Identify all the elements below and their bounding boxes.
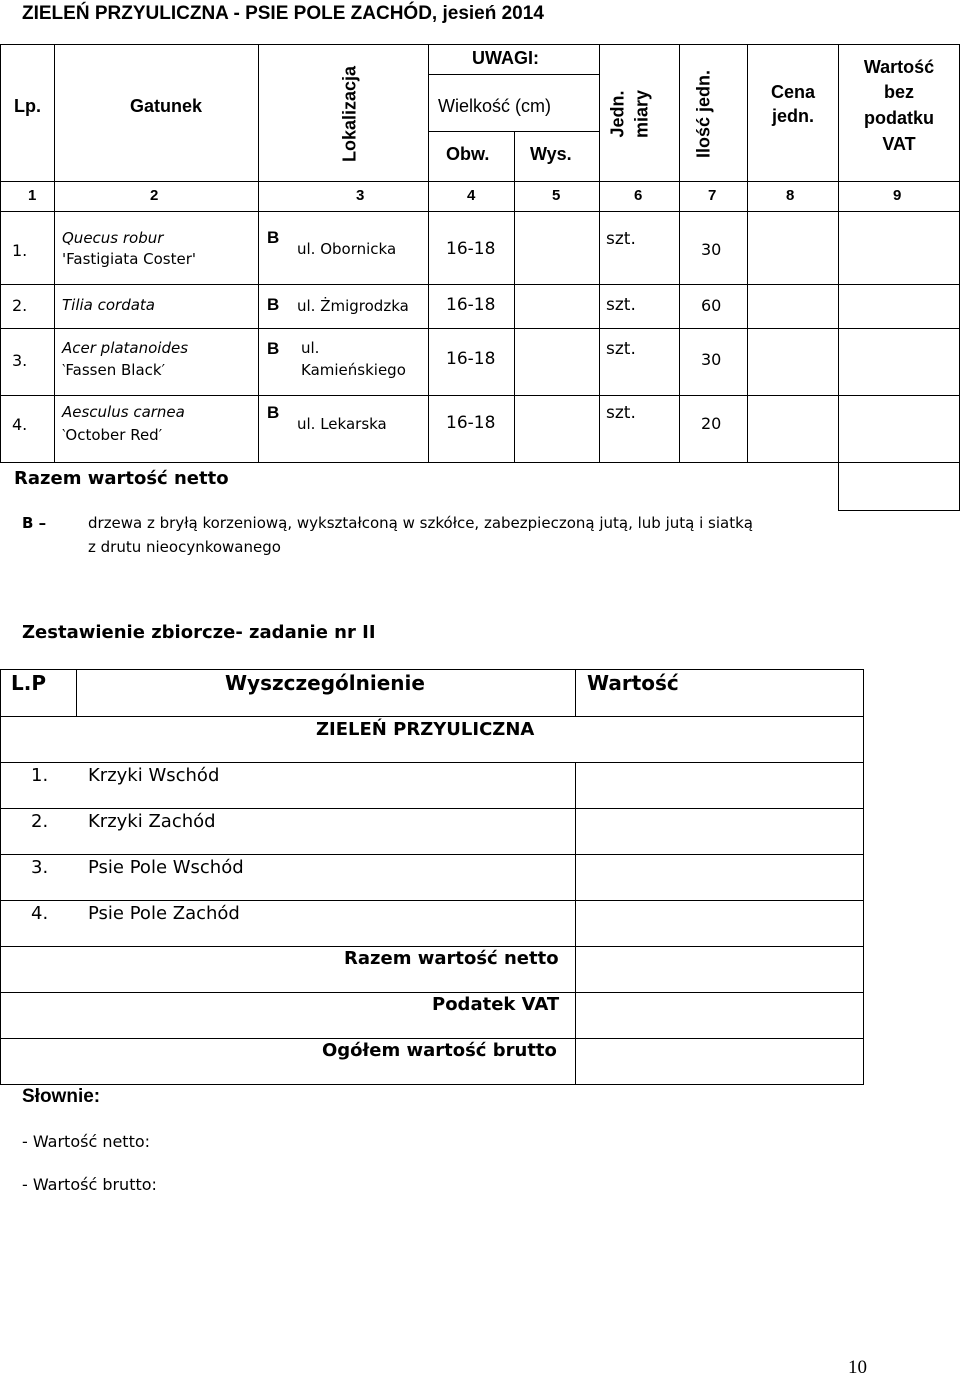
col-number: 3	[356, 187, 365, 204]
row-circumference: 16-18	[446, 239, 496, 259]
row-location: ul. Lekarska	[297, 415, 387, 433]
header-wartosc-4: VAT	[882, 134, 916, 154]
summary-title: Zestawienie zbiorcze- zadanie nr II	[22, 622, 376, 643]
note-line-2: z drutu nieocynkowanego	[88, 538, 281, 556]
row-location: ul.	[301, 339, 320, 357]
summary-header-lp: L.P	[11, 671, 46, 695]
row-type: B	[267, 339, 280, 358]
document-title: ZIELEŃ PRZYULICZNA - PSIE POLE ZACHÓD, jesień 2014	[22, 3, 544, 24]
row-location: ul. Żmigrodzka	[297, 297, 409, 315]
header-wartosc-2: bez	[883, 82, 914, 102]
row-type: B	[267, 228, 280, 247]
header-gatunek: Gatunek	[130, 96, 203, 116]
header-cena-2: jedn.	[771, 106, 814, 126]
header-wys: Wys.	[530, 144, 572, 164]
row-cultivar: ‵Fassen Black′	[62, 361, 165, 379]
summary-row-lp: 2.	[31, 811, 49, 832]
note-marker: B –	[22, 514, 47, 532]
header-lokalizacja: Lokalizacja	[339, 65, 360, 163]
row-type: B	[267, 295, 280, 314]
header-ilosc: Ilość jedn.	[693, 69, 714, 159]
col-number: 9	[893, 187, 902, 204]
words-netto: - Wartość netto:	[22, 1132, 151, 1151]
row-quantity: 30	[701, 350, 722, 369]
row-species: Acer platanoides	[62, 339, 189, 357]
row-cultivar: 'Fastigiata Coster'	[62, 250, 197, 268]
summary-row-name: Psie Pole Zachód	[88, 903, 240, 924]
row-circumference: 16-18	[446, 295, 496, 315]
row-species: Tilia cordata	[62, 296, 156, 314]
summary-row-lp: 1.	[31, 765, 49, 786]
row-circumference: 16-18	[446, 349, 496, 369]
col-number: 7	[708, 187, 717, 204]
header-cena-1: Cena	[770, 82, 815, 102]
row-quantity: 20	[701, 414, 722, 433]
words-title: Słownie:	[22, 1086, 101, 1107]
header-lp: Lp.	[14, 96, 41, 116]
row-unit: szt.	[606, 403, 636, 423]
row-type: B	[267, 403, 280, 422]
col-number: 4	[467, 187, 476, 204]
page-number: 10	[848, 1357, 867, 1378]
row-species: Quecus robur	[62, 229, 164, 247]
col-number: 6	[634, 187, 643, 204]
summary-total-netto: Razem wartość netto	[344, 948, 559, 969]
row-location-2: Kamieńskiego	[301, 361, 406, 379]
row-lp: 3.	[12, 351, 28, 370]
words-brutto: - Wartość brutto:	[22, 1175, 157, 1194]
summary-row-name: Krzyki Zachód	[88, 811, 216, 832]
row-quantity: 60	[701, 296, 722, 315]
summary-row-lp: 4.	[31, 903, 49, 924]
row-lp: 1.	[12, 241, 28, 260]
row-location: ul. Obornicka	[297, 240, 397, 258]
row-cultivar: ‵October Red′	[62, 426, 163, 444]
col-number: 8	[786, 187, 795, 204]
header-wielkosc: Wielkość (cm)	[438, 96, 551, 116]
header-jedn-1: Jedn.	[607, 90, 628, 138]
row-unit: szt.	[606, 339, 636, 359]
summary-row-name: Krzyki Wschód	[88, 765, 220, 786]
header-jedn-2: miary	[631, 89, 652, 139]
summary-total-brutto: Ogółem wartość brutto	[322, 1040, 557, 1061]
row-circumference: 16-18	[446, 413, 496, 433]
total-netto-label: Razem wartość netto	[14, 468, 229, 489]
header-wartosc-1: Wartość	[863, 57, 935, 77]
summary-header-desc: Wyszczególnienie	[225, 671, 425, 695]
col-number: 5	[552, 187, 561, 204]
row-lp: 2.	[12, 296, 28, 315]
col-number: 1	[28, 187, 37, 204]
col-number: 2	[150, 187, 159, 204]
summary-row-name: Psie Pole Wschód	[88, 857, 244, 878]
header-obw: Obw.	[446, 144, 490, 164]
row-lp: 4.	[12, 415, 28, 434]
summary-section: ZIELEŃ PRZYULICZNA	[316, 719, 535, 740]
header-uwagi: UWAGI:	[472, 48, 539, 68]
row-species: Aesculus carnea	[62, 403, 185, 421]
header-wartosc-3: podatku	[864, 108, 934, 128]
summary-total-vat: Podatek VAT	[432, 994, 560, 1015]
summary-header-value: Wartość	[587, 671, 679, 695]
summary-row-lp: 3.	[31, 857, 49, 878]
row-unit: szt.	[606, 295, 636, 315]
row-unit: szt.	[606, 229, 636, 249]
row-quantity: 30	[701, 240, 722, 259]
note-line-1: drzewa z bryłą korzeniową, wykształconą w szkółce, zabezpieczoną jutą, lub jutą i siatką	[88, 514, 753, 532]
